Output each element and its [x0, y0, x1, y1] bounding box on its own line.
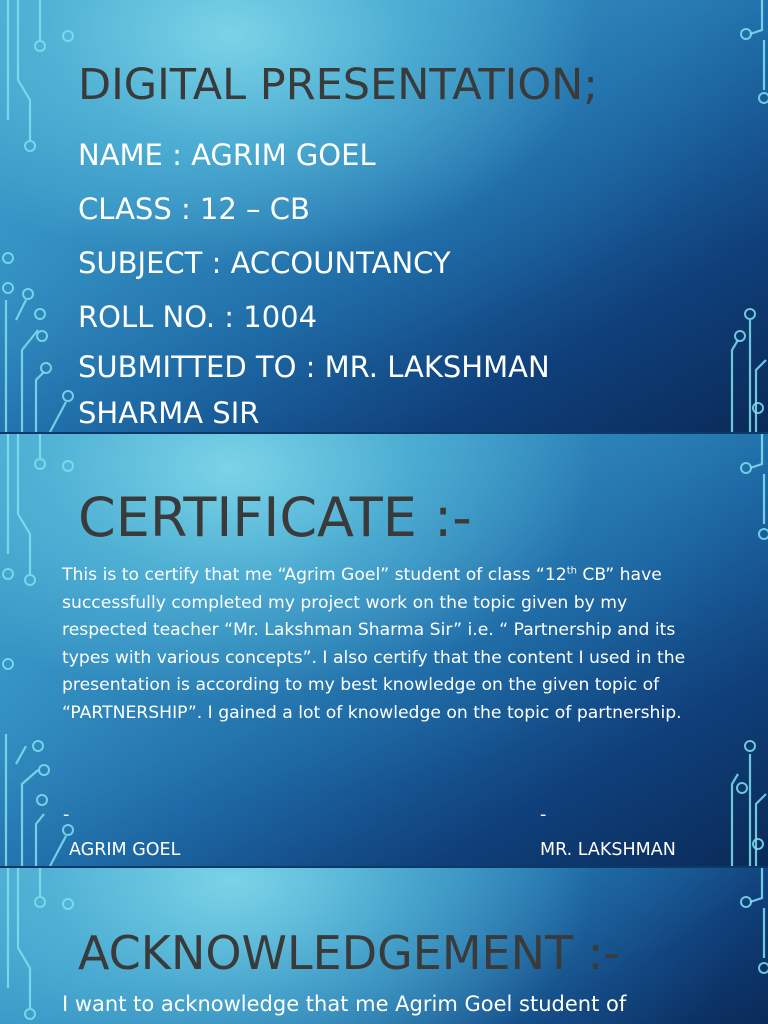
acknowledgement-text: I want to acknowledge that me Agrim Goel student of — [62, 992, 627, 1016]
signature-line: - — [540, 805, 547, 825]
class-line: CLASS : 12 – CB — [78, 192, 310, 226]
circuit-decoration-left — [0, 0, 80, 432]
slide-acknowledgement — [0, 868, 768, 1024]
slide-heading: ACKNOWLEDGEMENT :- — [78, 926, 620, 980]
circuit-decoration-right — [698, 0, 768, 432]
certificate-text-part1: This is to certify that me “Agrim Goel” student of class “12 — [62, 565, 567, 585]
submitted-to-line: SUBMITTED TO : MR. LAKSHMAN SHARMA SIR — [78, 350, 550, 430]
certificate-text — [62, 562, 712, 728]
signature-name: AGRIM GOEL — [69, 840, 181, 860]
slide-certificate — [0, 434, 768, 866]
ordinal-suffix: th — [566, 565, 577, 577]
signature-line: - — [63, 805, 70, 825]
slide-title — [0, 0, 768, 432]
roll-number-line: ROLL NO. : 1004 — [78, 300, 318, 334]
subject-line: SUBJECT : ACCOUNTANCY — [78, 246, 451, 280]
signature-student — [63, 806, 180, 860]
slide-heading: CERTIFICATE :- — [78, 486, 472, 549]
slide-heading: DIGITAL PRESENTATION; — [78, 60, 598, 110]
student-info-list — [78, 128, 678, 432]
signature-teacher — [540, 806, 676, 860]
signature-name: MR. LAKSHMAN — [540, 840, 676, 860]
circuit-decoration-right — [698, 868, 768, 1024]
name-line: NAME : AGRIM GOEL — [78, 138, 376, 172]
certificate-text-part2: CB” have successfully completed my project work on the topic given by my respected teacher “Mr. Lakshman Sharma Sir” i.e. “ Partnership and its types with various concepts”. I also certify that the content I used in the presentation is according to my best knowledge on the given topic of “PARTNERSHIP”. I gained a lot of knowledge on the topic of partnership. — [62, 565, 686, 723]
